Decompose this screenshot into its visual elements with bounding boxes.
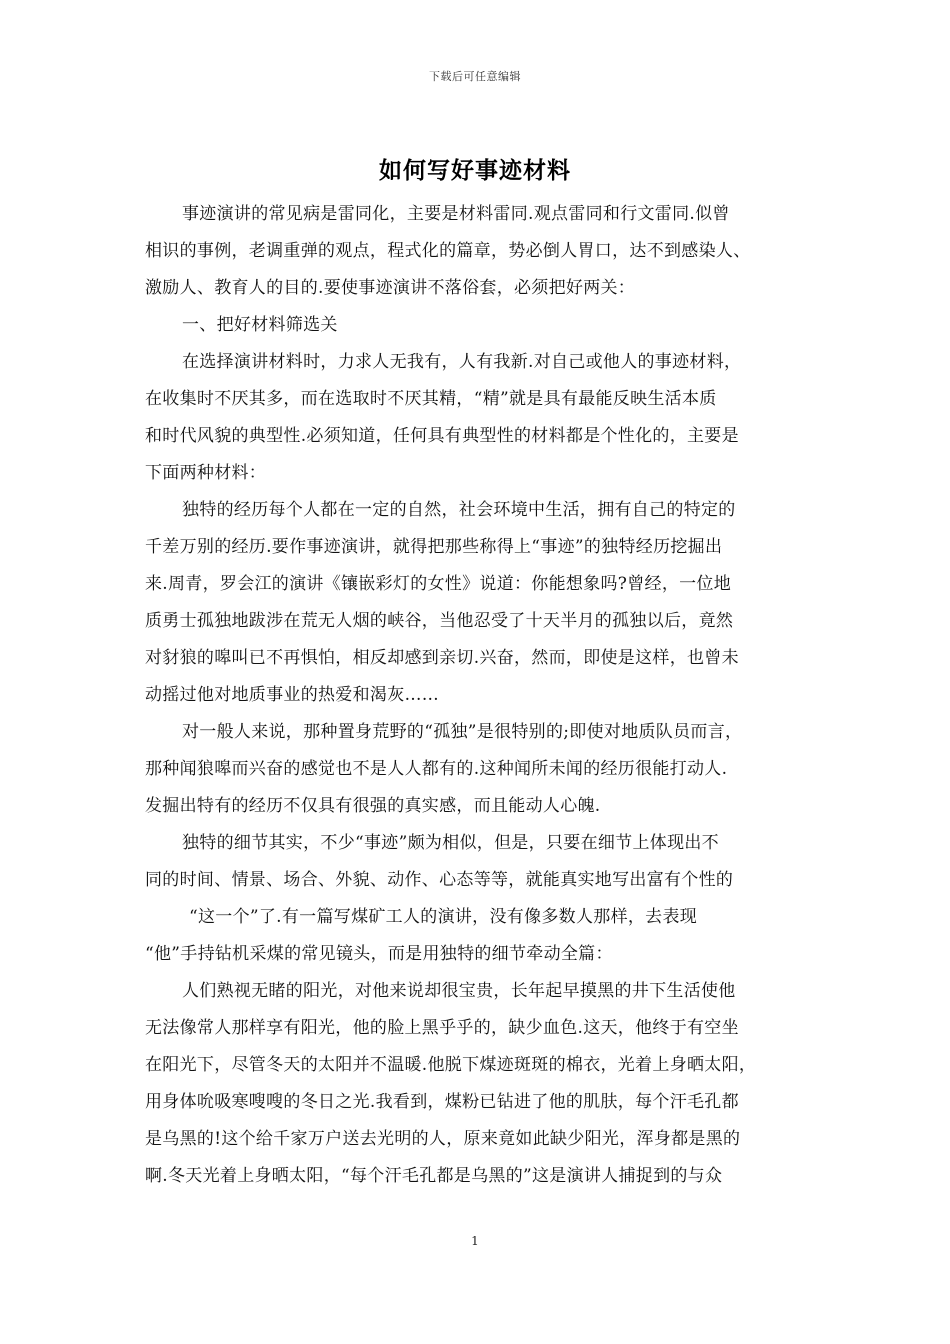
text-line: 对一般人来说，那种置身荒野的“孤独”是很特别的;即使对地质队员而言，: [182, 722, 743, 742]
text-line: 在阳光下，尽管冬天的太阳并不温暖.他脱下煤迹斑斑的棉衣，光着上身晒太阳，: [145, 1055, 757, 1075]
text-line: 相识的事例，老调重弹的观点，程式化的篇章，势必倒人胃口，达不到感染人、: [145, 241, 751, 261]
document-title: 如何写好事迹材料: [379, 157, 571, 184]
page-header-note: 下载后可任意编辑: [429, 70, 521, 83]
text-line: 用身体吮吸寒嗖嗖的冬日之光.我看到，煤粉已钻进了他的肌肤，每个汗毛孔都: [145, 1092, 739, 1112]
section-heading: 一、把好材料筛选关: [182, 315, 338, 335]
text-line: 千差万别的经历.要作事迹演讲，就得把那些称得上“事迹”的独特经历挖掘出: [145, 537, 723, 557]
text-line: 在选择演讲材料时，力求人无我有，人有我新.对自己或他人的事迹材料，: [182, 352, 742, 372]
text-line: 激励人、教育人的目的.要使事迹演讲不落俗套，必须把好两关：: [145, 278, 636, 298]
document-body: [145, 196, 817, 1195]
text-line: 人们熟视无睹的阳光，对他来说却很宝贵，长年起早摸黑的井下生活使他: [182, 981, 736, 1001]
page-number: 1: [471, 1234, 479, 1248]
text-line: 质勇士孤独地跋涉在荒无人烟的峡谷，当他忍受了十天半月的孤独以后，竟然: [145, 611, 734, 631]
text-line: 和时代风貌的典型性.必须知道，任何具有典型性的材料都是个性化的，主要是: [145, 426, 739, 446]
text-line: 对豺狼的嗥叫已不再惧怕，相反却感到亲切.兴奋，然而，即使是这样，也曾未: [145, 648, 739, 668]
text-line: 事迹演讲的常见病是雷同化，主要是材料雷同.观点雷同和行文雷同.似曾: [182, 204, 730, 224]
text-line: 啊.冬天光着上身晒太阳，“每个汗毛孔都是乌黑的”这是演讲人捕捉到的与众: [145, 1166, 723, 1186]
text-line: 在收集时不厌其多，而在选取时不厌其精，“精”就是具有最能反映生活本质: [145, 389, 717, 409]
text-line: “他”手持钻机采煤的常见镜头，而是用独特的细节牵动全篇：: [145, 944, 613, 964]
text-line: 无法像常人那样享有阳光，他的脸上黑乎乎的，缺少血色.这天，他终于有空坐: [145, 1018, 739, 1038]
text-line: 那种闻狼嗥而兴奋的感觉也不是人人都有的.这种闻所未闻的经历很能打动人.: [145, 759, 728, 779]
text-line: 动摇过他对地质事业的热爱和渴灰……: [145, 685, 440, 705]
text-line: 是乌黑的!这个给千家万户送去光明的人，原来竟如此缺少阳光，浑身都是黑的: [145, 1129, 741, 1149]
text-line: 同的时间、情景、场合、外貌、动作、心态等等，就能真实地写出富有个性的: [145, 870, 734, 890]
text-line: 发掘出特有的经历不仅具有很强的真实感，而且能动人心魄.: [145, 796, 601, 816]
text-line: 下面两种材料：: [145, 463, 267, 483]
text-line: “这一个”了.有一篇写煤矿工人的演讲，没有像多数人那样，去表现: [189, 907, 698, 927]
text-line: 来.周青，罗会江的演讲《镶嵌彩灯的女性》说道：你能想象吗?曾经，一位地: [145, 574, 732, 594]
text-line: 独特的经历每个人都在一定的自然，社会环境中生活，拥有自己的特定的: [182, 500, 736, 520]
text-line: 独特的细节其实，不少“事迹”颇为相似，但是，只要在细节上体现出不: [182, 833, 719, 853]
